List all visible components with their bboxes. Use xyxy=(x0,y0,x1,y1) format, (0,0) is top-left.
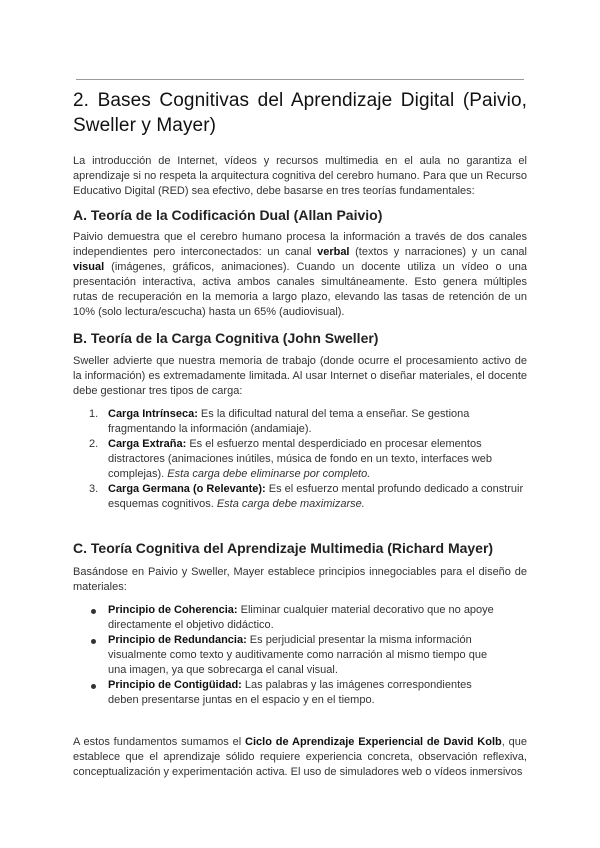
term-verbal: verbal xyxy=(317,246,350,258)
principles-list xyxy=(73,603,527,708)
section-b-heading: B. Teoría de la Carga Cognitiva (John Sweller) xyxy=(73,330,379,346)
section-a-paragraph: Paivio demuestra que el cerebro humano procesa la información a través de dos canales independientes pero interconectados: un canal verbal (textos y narraciones) y un canal visual (imágenes, gráficos, animaciones). Cuando un docente utiliza un vídeo o una presentación interactiva, activa ambos canales simultáneamente. Esto genera múltiples rutas de recuperación en la memoria a largo plazo, elevando las tasas de retención de un 10% (solo lectura/escucha) hasta un 65% (audiovisual). xyxy=(73,231,527,318)
list-item-redundancy: Principio de Redundancia: Es perjudicial presentar la misma información visualmente como texto y auditivamente como narración al mismo tiempo que una imagen, ya que sobrecarga el canal visual. xyxy=(73,633,527,678)
document-body xyxy=(73,88,527,780)
section-c-heading: C. Teoría Cognitiva del Aprendizaje Multimedia (Richard Mayer) xyxy=(73,540,494,556)
list-item-extraneous: 2. Carga Extraña: Es el esfuerzo mental desperdiciado en procesar elementos distractores (animaciones inútiles, música de fondo en un texto, interfaces web complejas). Esta carga debe eliminarse por completo. xyxy=(89,438,492,480)
bullet-icon xyxy=(91,684,96,689)
top-divider xyxy=(76,79,524,80)
list-item-intrinsic: 1. Carga Intrínseca: Es la dificultad natural del tema a enseñar. Se gestiona fragmentando la información (andamiaje). xyxy=(89,408,470,435)
list-item-coherence: Principio de Coherencia: Eliminar cualquier material decorativo que no apoye directamente el objetivo didáctico. xyxy=(73,603,527,633)
section-b-paragraph: Sweller advierte que nuestra memoria de trabajo (donde ocurre el procesamiento activo de la información) es extremadamente limitada. Al usar Internet o diseñar materiales, el docente debe gestionar tres tipos de carga: xyxy=(73,355,527,397)
intro-paragraph: La introducción de Internet, vídeos y recursos multimedia en el aula no garantiza el aprendizaje si no respeta la arquitectura cognitiva del cerebro humano. Para que un Recurso Educativo Digital (RED) sea efectivo, debe basarse en tres teorías fundamentales: xyxy=(73,155,527,197)
bullet-icon xyxy=(91,609,96,614)
load-types-list xyxy=(73,407,527,512)
kolb-cycle: Ciclo de Aprendizaje Experiencial de David Kolb xyxy=(245,736,502,748)
list-item-germane: 3. Carga Germana (o Relevante): Es el esfuerzo mental profundo dedicado a construir esquemas cognitivos. Esta carga debe maximizarse. xyxy=(89,483,524,510)
bullet-icon xyxy=(91,639,96,644)
page-title: 2. Bases Cognitivas del Aprendizaje Digital (Paivio, Sweller y Mayer) xyxy=(73,90,527,136)
section-a-heading: A. Teoría de la Codificación Dual (Allan Paivio) xyxy=(73,207,383,223)
list-item-contiguity: Principio de Contigüidad: Las palabras y las imágenes correspondientes deben presentarse juntas en el espacio y en el tiempo. xyxy=(73,678,527,708)
term-visual: visual xyxy=(73,261,105,273)
section-c-paragraph: Basándose en Paivio y Sweller, Mayer establece principios innegociables para el diseño de materiales: xyxy=(73,566,527,593)
closing-paragraph: A estos fundamentos sumamos el Ciclo de Aprendizaje Experiencial de David Kolb, que establece que el aprendizaje sólido requiere experiencia concreta, observación reflexiva, conceptualización y experimentación activa. El uso de simuladores web o vídeos inmersivos xyxy=(73,736,527,778)
